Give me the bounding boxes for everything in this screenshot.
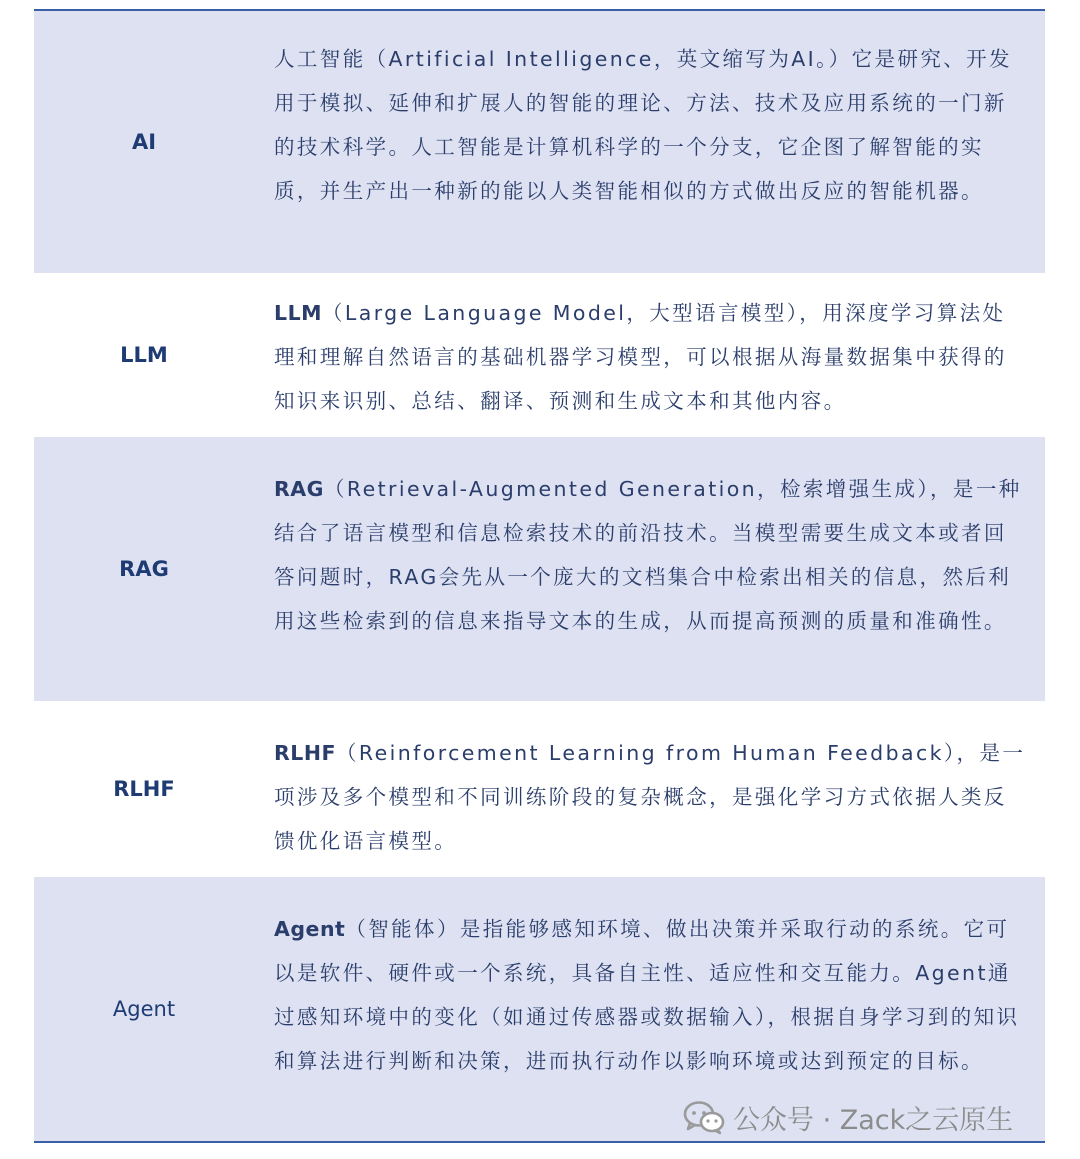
description-text: （Reinforcement Learning from Human Feedback），是一项涉及多个模型和不同训练阶段的复杂概念，是强化学习方式依据人类反馈优化语言模型。 (274, 741, 1026, 853)
description-cell (274, 907, 1026, 1083)
term-cell: RAG (119, 557, 169, 581)
term-cell: RLHF (113, 777, 175, 801)
description-text: 人工智能（Artificial Intelligence，英文缩写为AI。）它是研究、开发用于模拟、延伸和扩展人的智能的理论、方法、技术及应用系统的一门新的技术科学。人工智能是计算机科学的一个分支，它企图了解智能的实质，并生产出一种新的能以人类智能相似的方式做出反应的智能机器。 (274, 47, 1012, 203)
description-text: （智能体）是指能够感知环境、做出决策并采取行动的系统。它可以是软件、硬件或一个系统，具备自主性、适应性和交互能力。Agent通过感知环境中的变化（如通过传感器或数据输入），根据自身学习到的知识和算法进行判断和决策，进而执行动作以影响环境或达到预定的目标。 (274, 917, 1020, 1073)
glossary-row-rag (34, 437, 1045, 701)
description-cell (274, 731, 1026, 863)
wechat-icon (683, 1099, 725, 1135)
watermark-text: 公众号 · Zack之云原生 (733, 1104, 1014, 1136)
watermark (683, 1097, 1013, 1137)
description-cell (274, 37, 1026, 213)
term-lead: LLM (274, 301, 323, 325)
term-lead: RAG (274, 477, 324, 501)
term-cell: LLM (120, 343, 168, 367)
description-text: （Retrieval-Augmented Generation，检索增强生成），是一种结合了语言模型和信息检索技术的前沿技术。当模型需要生成文本或者回答问题时，RAG会先从一个庞大的文档集合中检索出相关的信息，然后利用这些检索到的信息来指导文本的生成，从而提高预测的质量和准确性。 (274, 477, 1022, 633)
term-lead: Agent (274, 917, 346, 941)
description-cell (274, 291, 1026, 423)
term-cell: Agent (112, 997, 176, 1021)
glossary-row-ai (34, 11, 1045, 273)
description-text: （Large Language Model，大型语言模型），用深度学习算法处理和理解自然语言的基础机器学习模型，可以根据从海量数据集中获得的知识来识别、总结、翻译、预测和生成文本和其他内容。 (274, 301, 1007, 413)
glossary-table (34, 9, 1045, 1143)
description-cell (274, 467, 1026, 643)
glossary-row-llm (34, 273, 1045, 437)
term-lead: RLHF (274, 741, 337, 765)
term-cell: AI (131, 130, 157, 154)
glossary-row-rlhf (34, 701, 1045, 877)
